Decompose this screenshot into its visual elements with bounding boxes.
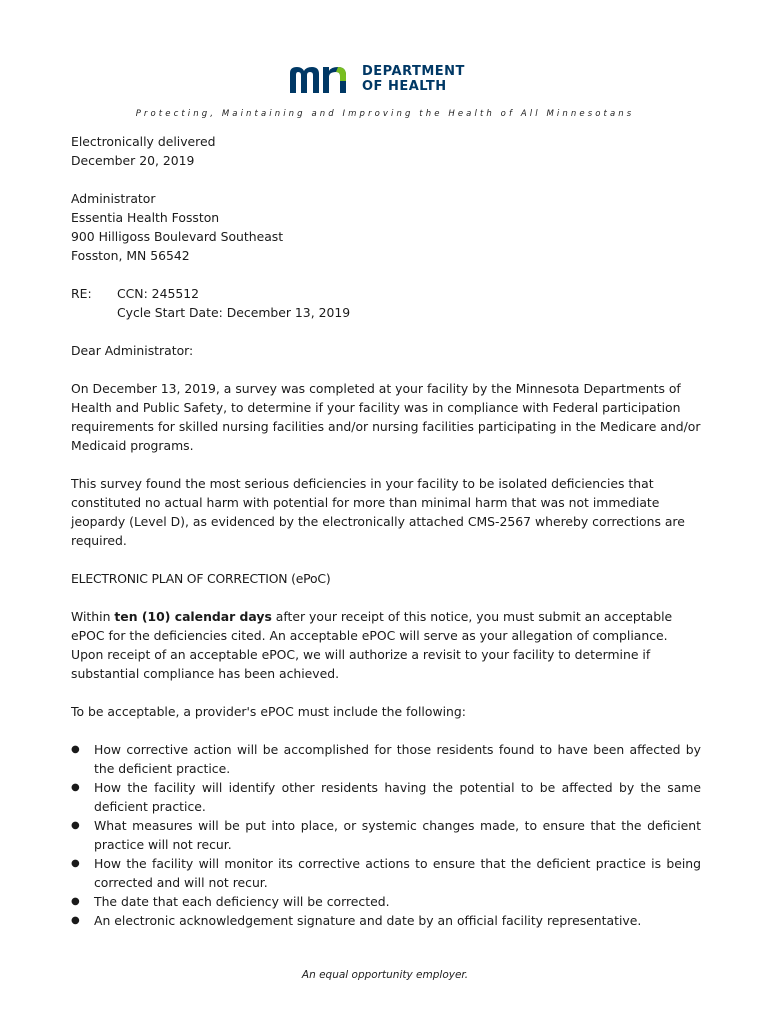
findings-paragraph: This survey found the most serious deficiencies in your facility to be isolated deficiencies that constituted no actual harm with potential for more than minimal harm that was not immediate jeopardy (Level D), as evidenced by the electronically attached CMS-2567 whereby corrections are required. (71, 476, 685, 548)
survey-paragraph: On December 13, 2019, a survey was completed at your facility by the Minnesota Departments of Health and Public Safety, to determine if your facility was in compliance with Federal participation requirements for skilled nursing facilities and/or nursing facilities participating in the Medicare and/or Medicaid programs. (71, 381, 701, 453)
epoc-paragraph (71, 607, 701, 683)
re-cycle-start: Cycle Start Date: December 13, 2019 (117, 305, 351, 320)
delivery-block (71, 132, 701, 170)
requirements-list (71, 740, 701, 930)
recipient-address (71, 189, 701, 265)
list-item: ● How corrective action will be accomplished for those residents found to have been affected by the deficient practice. (71, 742, 701, 776)
tagline: Protecting, Maintaining and Improving the Health of All Minnesotans (135, 109, 635, 119)
letter-date: December 20, 2019 (71, 153, 195, 168)
recipient-title: Administrator (71, 191, 156, 206)
logo-text (362, 64, 465, 94)
epoc-deadline: ten (10) calendar days (114, 609, 272, 624)
re-ccn: CCN: 245512 (117, 286, 199, 301)
delivery-method: Electronically delivered (71, 134, 216, 149)
requirements-intro: To be acceptable, a provider's ePOC must include the following: (71, 704, 466, 719)
epoc-heading: ELECTRONIC PLAN OF CORRECTION (ePoC) (71, 571, 331, 586)
mn-logo-icon (288, 63, 354, 95)
re-label: RE: (71, 286, 92, 301)
list-item: ● How the facility will monitor its corrective actions to ensure that the deficient practice is being corrected and will not recur. (71, 856, 701, 890)
epoc-rest: after your receipt of this notice, you must submit an acceptable ePOC for the deficiencies cited. An acceptable ePOC will serve as your allegation of compliance. Upon receipt of an acceptable ePOC, we will authorize a revisit to your facility to determine if substantial compliance has been achieved. (71, 609, 673, 681)
list-item: ● The date that each deficiency will be corrected. (71, 894, 390, 909)
re-block (71, 284, 701, 322)
letter-body (71, 132, 701, 930)
logo-line-1: DEPARTMENT (362, 64, 465, 79)
recipient-street: 900 Hilligoss Boulevard Southeast (71, 229, 284, 244)
bullet-icon: ● (71, 915, 80, 926)
list-item: ● What measures will be put into place, or systemic changes made, to ensure that the deficient practice will not recur. (71, 818, 701, 852)
bullet-icon: ● (71, 858, 80, 869)
bullet-icon: ● (71, 782, 80, 793)
recipient-facility: Essentia Health Fosston (71, 210, 220, 225)
recipient-city: Fosston, MN 56542 (71, 248, 190, 263)
epoc-prefix: Within (71, 609, 115, 624)
salutation: Dear Administrator: (71, 343, 194, 358)
bullet-icon: ● (71, 820, 80, 831)
list-item: ● How the facility will identify other residents having the potential to be affected by the same deficient practice. (71, 780, 701, 814)
footer-eoe: An equal opportunity employer. (301, 969, 469, 981)
bullet-icon: ● (71, 744, 80, 755)
logo-line-2: OF HEALTH (362, 79, 447, 94)
mdh-logo (288, 62, 465, 96)
list-item: ● An electronic acknowledgement signature and date by an official facility representative. (71, 913, 642, 928)
bullet-icon: ● (71, 896, 80, 907)
